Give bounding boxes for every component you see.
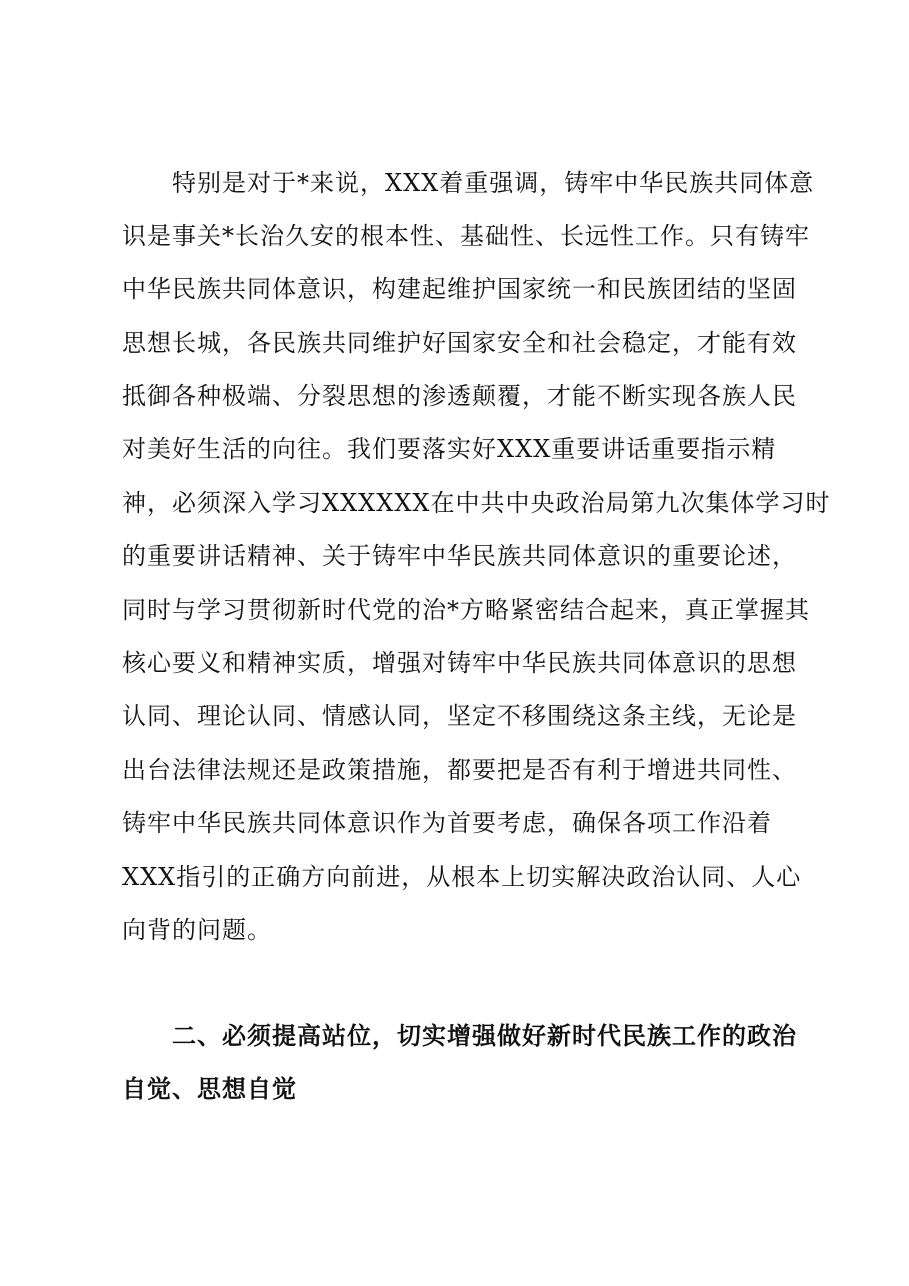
paragraph-line: 思想长城，各民族共同维护好国家安全和社会稳定，才能有效 xyxy=(122,329,797,357)
paragraph-line: 特别是对于*来说，XXX着重强调，铸牢中华民族共同体意 xyxy=(172,169,815,197)
paragraph-line: 抵御各种极端、分裂思想的渗透颠覆，才能不断实现各族人民 xyxy=(122,382,797,410)
paragraph-line: 认同、理论认同、情感认同，坚定不移围绕这条主线，无论是 xyxy=(122,702,797,730)
paragraph-line: 中华民族共同体意识，构建起维护国家统一和民族团结的坚固 xyxy=(122,275,797,303)
paragraph-line: 同时与学习贯彻新时代党的治*方略紧密结合起来，真正掌握其 xyxy=(122,596,810,624)
paragraph-line: 铸牢中华民族共同体意识作为首要考虑，确保各项工作沿着 xyxy=(122,809,772,837)
paragraph-line: 对美好生活的向往。我们要落实好XXX重要讲话重要指示精 xyxy=(122,435,777,463)
paragraph-line: 向背的问题。 xyxy=(122,916,272,944)
paragraph-line: 的重要讲话精神、关于铸牢中华民族共同体意识的重要论述， xyxy=(122,542,797,570)
heading-line: 自觉、思想自觉 xyxy=(122,1075,297,1103)
paragraph-line: 神，必须深入学习XXXXXX在中共中央政治局第九次集体学习时 xyxy=(122,489,831,517)
heading-line: 二、必须提高站位，切实增强做好新时代民族工作的政治 xyxy=(172,1022,797,1050)
paragraph-line: 出台法律法规还是政策措施，都要把是否有利于增进共同性、 xyxy=(122,756,797,784)
paragraph-line: 核心要义和精神实质，增强对铸牢中华民族共同体意识的思想 xyxy=(122,649,797,677)
paragraph-line: XXX指引的正确方向前进，从根本上切实解决政治认同、人心 xyxy=(122,863,802,891)
paragraph-line: 识是事关*长治久安的根本性、基础性、长远性工作。只有铸牢 xyxy=(122,222,810,250)
